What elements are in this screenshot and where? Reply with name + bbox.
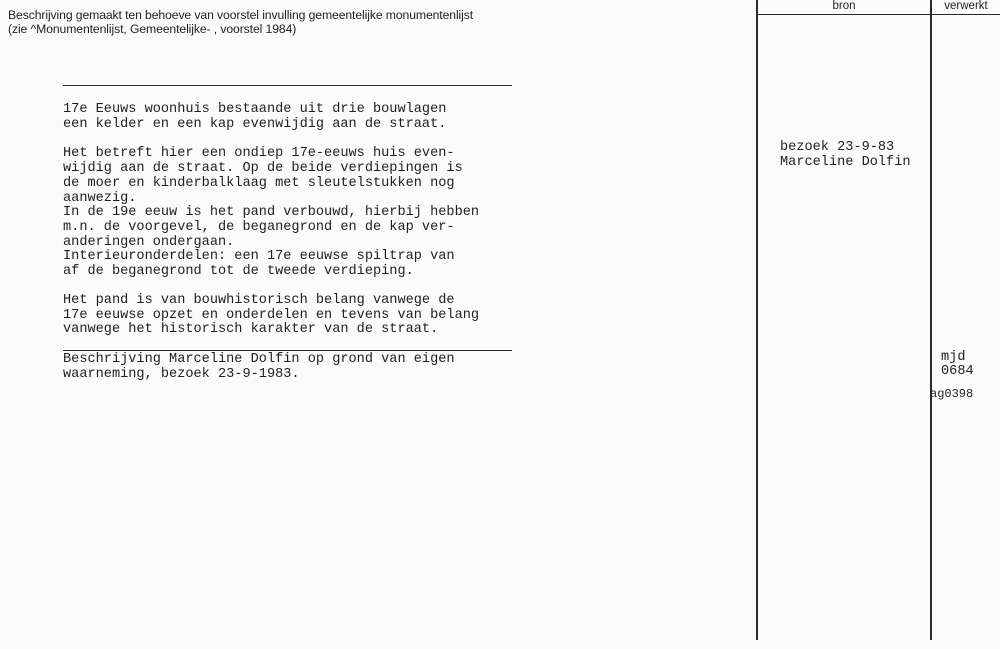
source-note-line: Beschrijving Marceline Dolfin op grond van eigen <box>63 352 455 367</box>
intro-line: 17e Eeuws woonhuis bestaande uit drie bouwlagen <box>63 102 447 117</box>
body-line: wijdig aan de straat. Op de beide verdiepingen is <box>63 161 463 176</box>
verwerkt-column-left-rule <box>930 0 932 640</box>
body-line: anderingen ondergaan. <box>63 235 235 250</box>
verwerkt-date: 0684 <box>941 364 974 379</box>
body-line: In de 19e eeuw is het pand verbouwd, hierbij hebben <box>63 205 480 220</box>
body-line: Het betreft hier een ondiep 17e-eeuws huis even- <box>63 146 455 161</box>
bron-column-header: bron <box>832 0 856 12</box>
bron-visit-date: bezoek 23-9-83 <box>780 140 895 155</box>
body-line: de moer en kinderbalklaag met sleutelstukken nog <box>63 176 455 191</box>
body-line: af de beganegrond tot de tweede verdieping. <box>63 264 414 279</box>
body-line: Interieuronderdelen: een 17e eeuwse spiltrap van <box>63 249 455 264</box>
bron-author: Marceline Dolfin <box>780 155 911 170</box>
column-header-rule <box>756 14 1000 15</box>
header-line-1: Beschrijving gemaakt ten behoeve van voorstel invulling gemeentelijke monumentenlijst <box>8 8 474 22</box>
source-note-line: waarneming, bezoek 23-9-1983. <box>63 367 300 382</box>
verwerkt-column-header: verwerkt <box>944 0 988 12</box>
description-top-rule <box>63 85 512 86</box>
header-line-2: (zie ^Monumentenlijst, Gemeentelijke- , voorstel 1984) <box>8 22 297 36</box>
body-line: m.n. de voorgevel, de beganegrond en de kap ver- <box>63 220 455 235</box>
conclusion-line: Het pand is van bouwhistorisch belang vanwege de <box>63 293 455 308</box>
conclusion-line: vanwege het historisch karakter van de straat. <box>63 322 439 337</box>
intro-line: een kelder en een kap evenwijdig aan de straat. <box>63 117 447 132</box>
bron-column-left-rule <box>756 0 758 640</box>
verwerkt-code: ag0398 <box>930 387 974 401</box>
verwerkt-initials: mjd <box>941 350 966 365</box>
conclusion-line: 17e eeuwse opzet en onderdelen en tevens van belang <box>63 308 480 323</box>
body-line: aanwezig. <box>63 191 137 206</box>
